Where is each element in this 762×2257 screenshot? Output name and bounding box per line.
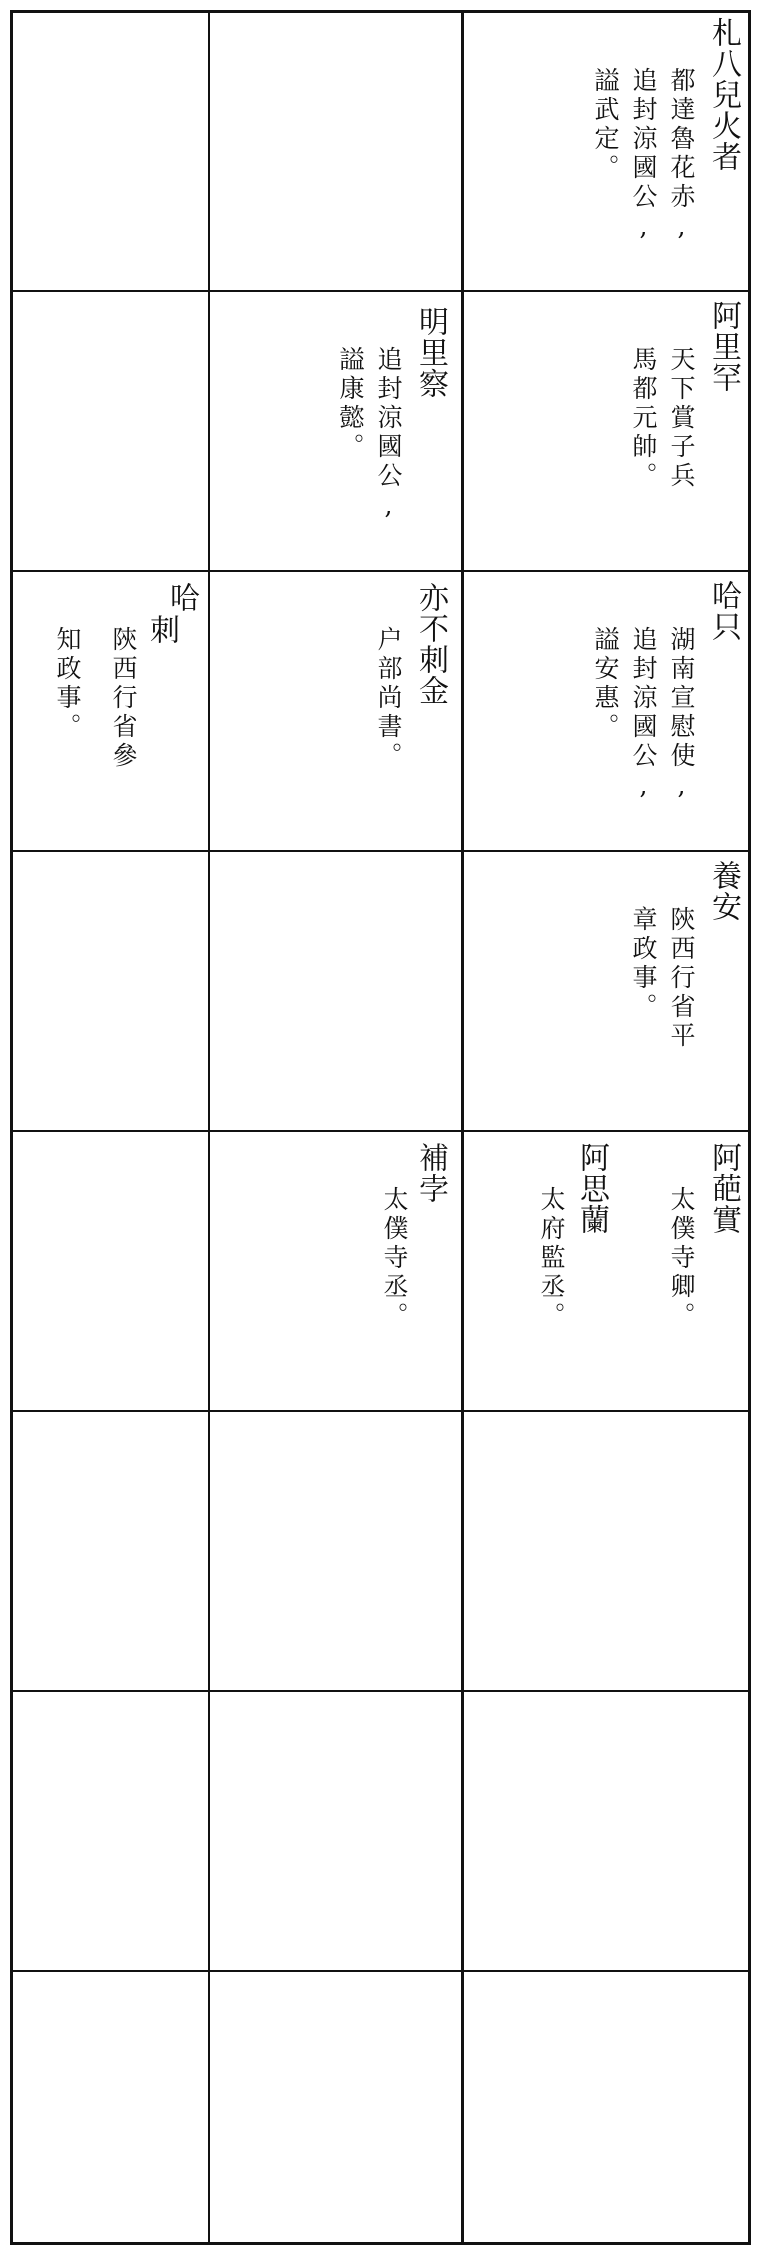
person-desc-line: 追封涼國公,: [629, 626, 658, 804]
person-desc-line: 天下賞子兵: [667, 346, 696, 491]
cell-row2-right: [464, 292, 748, 570]
row-divider-7: [10, 1970, 751, 1972]
person-desc-line: 謚武定。: [591, 67, 620, 183]
person-desc-line: 謚安惠。: [591, 626, 620, 742]
person-name: 養安: [706, 860, 741, 922]
cell-row4-right: [464, 852, 748, 1130]
person-name: 亦不刺金: [413, 582, 448, 706]
person-desc-line: 太僕寺卿。: [667, 1186, 696, 1331]
person-name: 阿思蘭: [574, 1142, 609, 1235]
person-desc-line: 陝西行省平: [667, 906, 696, 1051]
person-desc-line: 知政事。: [53, 626, 82, 742]
cell-row2-middle: [210, 292, 461, 570]
person-desc-line: 太府監丞。: [537, 1186, 566, 1331]
person-desc-line: 太僕寺丞。: [380, 1186, 409, 1331]
person-name: 補孛: [413, 1142, 448, 1204]
person-name: 阿葩實: [706, 1142, 741, 1235]
person-desc-line: 户部尚書。: [374, 626, 403, 771]
cell-row3-middle: [210, 572, 461, 850]
person-desc-line: 追封涼國公,: [374, 346, 403, 524]
person-desc-line: 湖南宣慰使,: [667, 626, 696, 804]
row-divider-5: [10, 1410, 751, 1412]
cell-row3-left: [13, 572, 208, 850]
person-desc-line: 謚康懿。: [336, 346, 365, 462]
cell-row5-right: [464, 1132, 748, 1410]
person-desc-line: 陝西行省參: [109, 626, 138, 771]
person-desc-line: 都達魯花赤,: [667, 67, 696, 245]
person-desc-line: 章政事。: [629, 906, 658, 1022]
person-name: 明里察: [413, 306, 448, 399]
row-divider-6: [10, 1690, 751, 1692]
cell-row3-right: [464, 572, 748, 850]
person-name-part: 刺: [144, 614, 179, 645]
cell-row1-right: [464, 13, 748, 290]
person-desc-line: 追封涼國公,: [629, 67, 658, 245]
person-desc-line: 馬都元帥。: [629, 346, 658, 491]
cell-row5-middle: [210, 1132, 461, 1410]
person-name: 札八兒火者: [706, 17, 741, 172]
person-name: 阿里罕: [706, 300, 741, 393]
person-name-part: 哈: [164, 582, 199, 613]
person-name: 哈只: [706, 580, 741, 642]
